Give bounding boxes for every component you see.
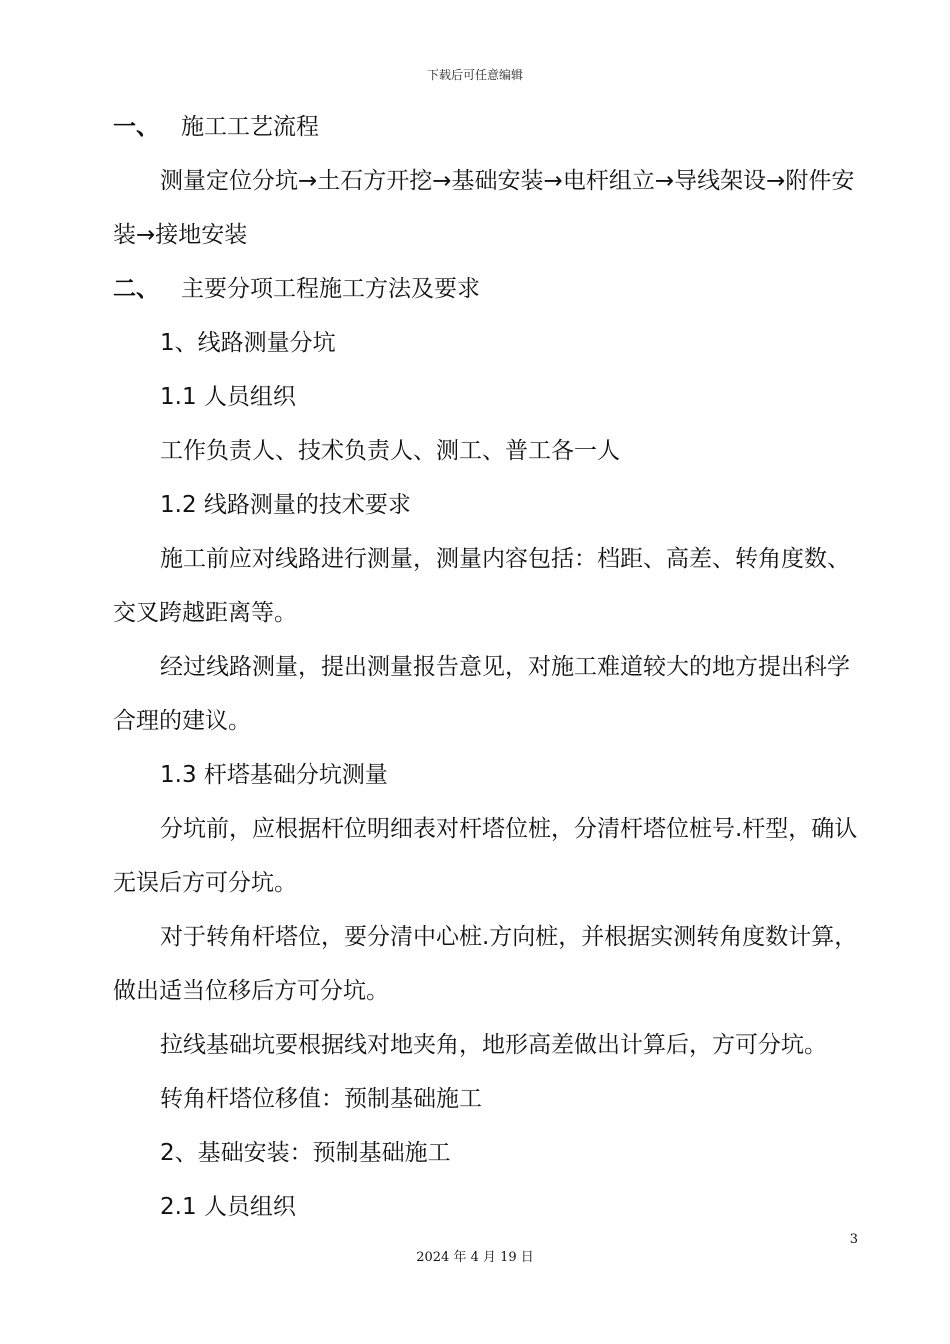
subsection-heading: 1.2 线路测量的技术要求 bbox=[160, 492, 411, 518]
paragraph: 经过线路测量，提出测量报告意见，对施工难道较大的地方提出科学合理的建议。 bbox=[113, 654, 850, 734]
subsection-heading: 2.1 人员组织 bbox=[160, 1194, 296, 1220]
paragraph: 施工前应对线路进行测量，测量内容包括：档距、高差、转角度数、交叉跨越距离等。 bbox=[113, 546, 850, 626]
paragraph: 工作负责人、技术负责人、测工、普工各一人 bbox=[160, 438, 620, 464]
page-number: 3 bbox=[849, 1232, 858, 1247]
subsection-heading: 1.1 人员组织 bbox=[160, 384, 296, 410]
section-heading-1 bbox=[113, 100, 861, 154]
paragraph: 对于转角杆塔位，要分清中心桩.方向桩，并根据实测转角度数计算，做出适当位移后方可分坑。 bbox=[113, 924, 858, 1004]
footer-date: 2024 年 4 月 19 日 bbox=[416, 1250, 534, 1265]
subsection-heading: 1、线路测量分坑 bbox=[160, 330, 336, 356]
section-number: 二、 bbox=[113, 276, 159, 302]
section-title: 主要分项工程施工方法及要求 bbox=[181, 276, 480, 302]
subsection-heading: 1.3 杆塔基础分坑测量 bbox=[160, 762, 388, 788]
paragraph: 拉线基础坑要根据线对地夹角，地形高差做出计算后，方可分坑。 bbox=[160, 1032, 827, 1058]
subsection-heading: 2、基础安装：预制基础施工 bbox=[160, 1140, 451, 1166]
document-body bbox=[113, 100, 861, 1234]
section-number: 一、 bbox=[113, 114, 159, 140]
section-title: 施工工艺流程 bbox=[181, 114, 319, 140]
paragraph: 测量定位分坑→土石方开挖→基础安装→电杆组立→导线架设→附件安装→接地安装 bbox=[113, 168, 855, 248]
section-heading-2 bbox=[113, 262, 861, 316]
page-header: 下载后可任意编辑 bbox=[426, 68, 523, 82]
paragraph: 分坑前，应根据杆位明细表对杆塔位桩，分清杆塔位桩号.杆型，确认无误后方可分坑。 bbox=[113, 816, 858, 896]
paragraph: 转角杆塔位移值：预制基础施工 bbox=[160, 1086, 482, 1112]
